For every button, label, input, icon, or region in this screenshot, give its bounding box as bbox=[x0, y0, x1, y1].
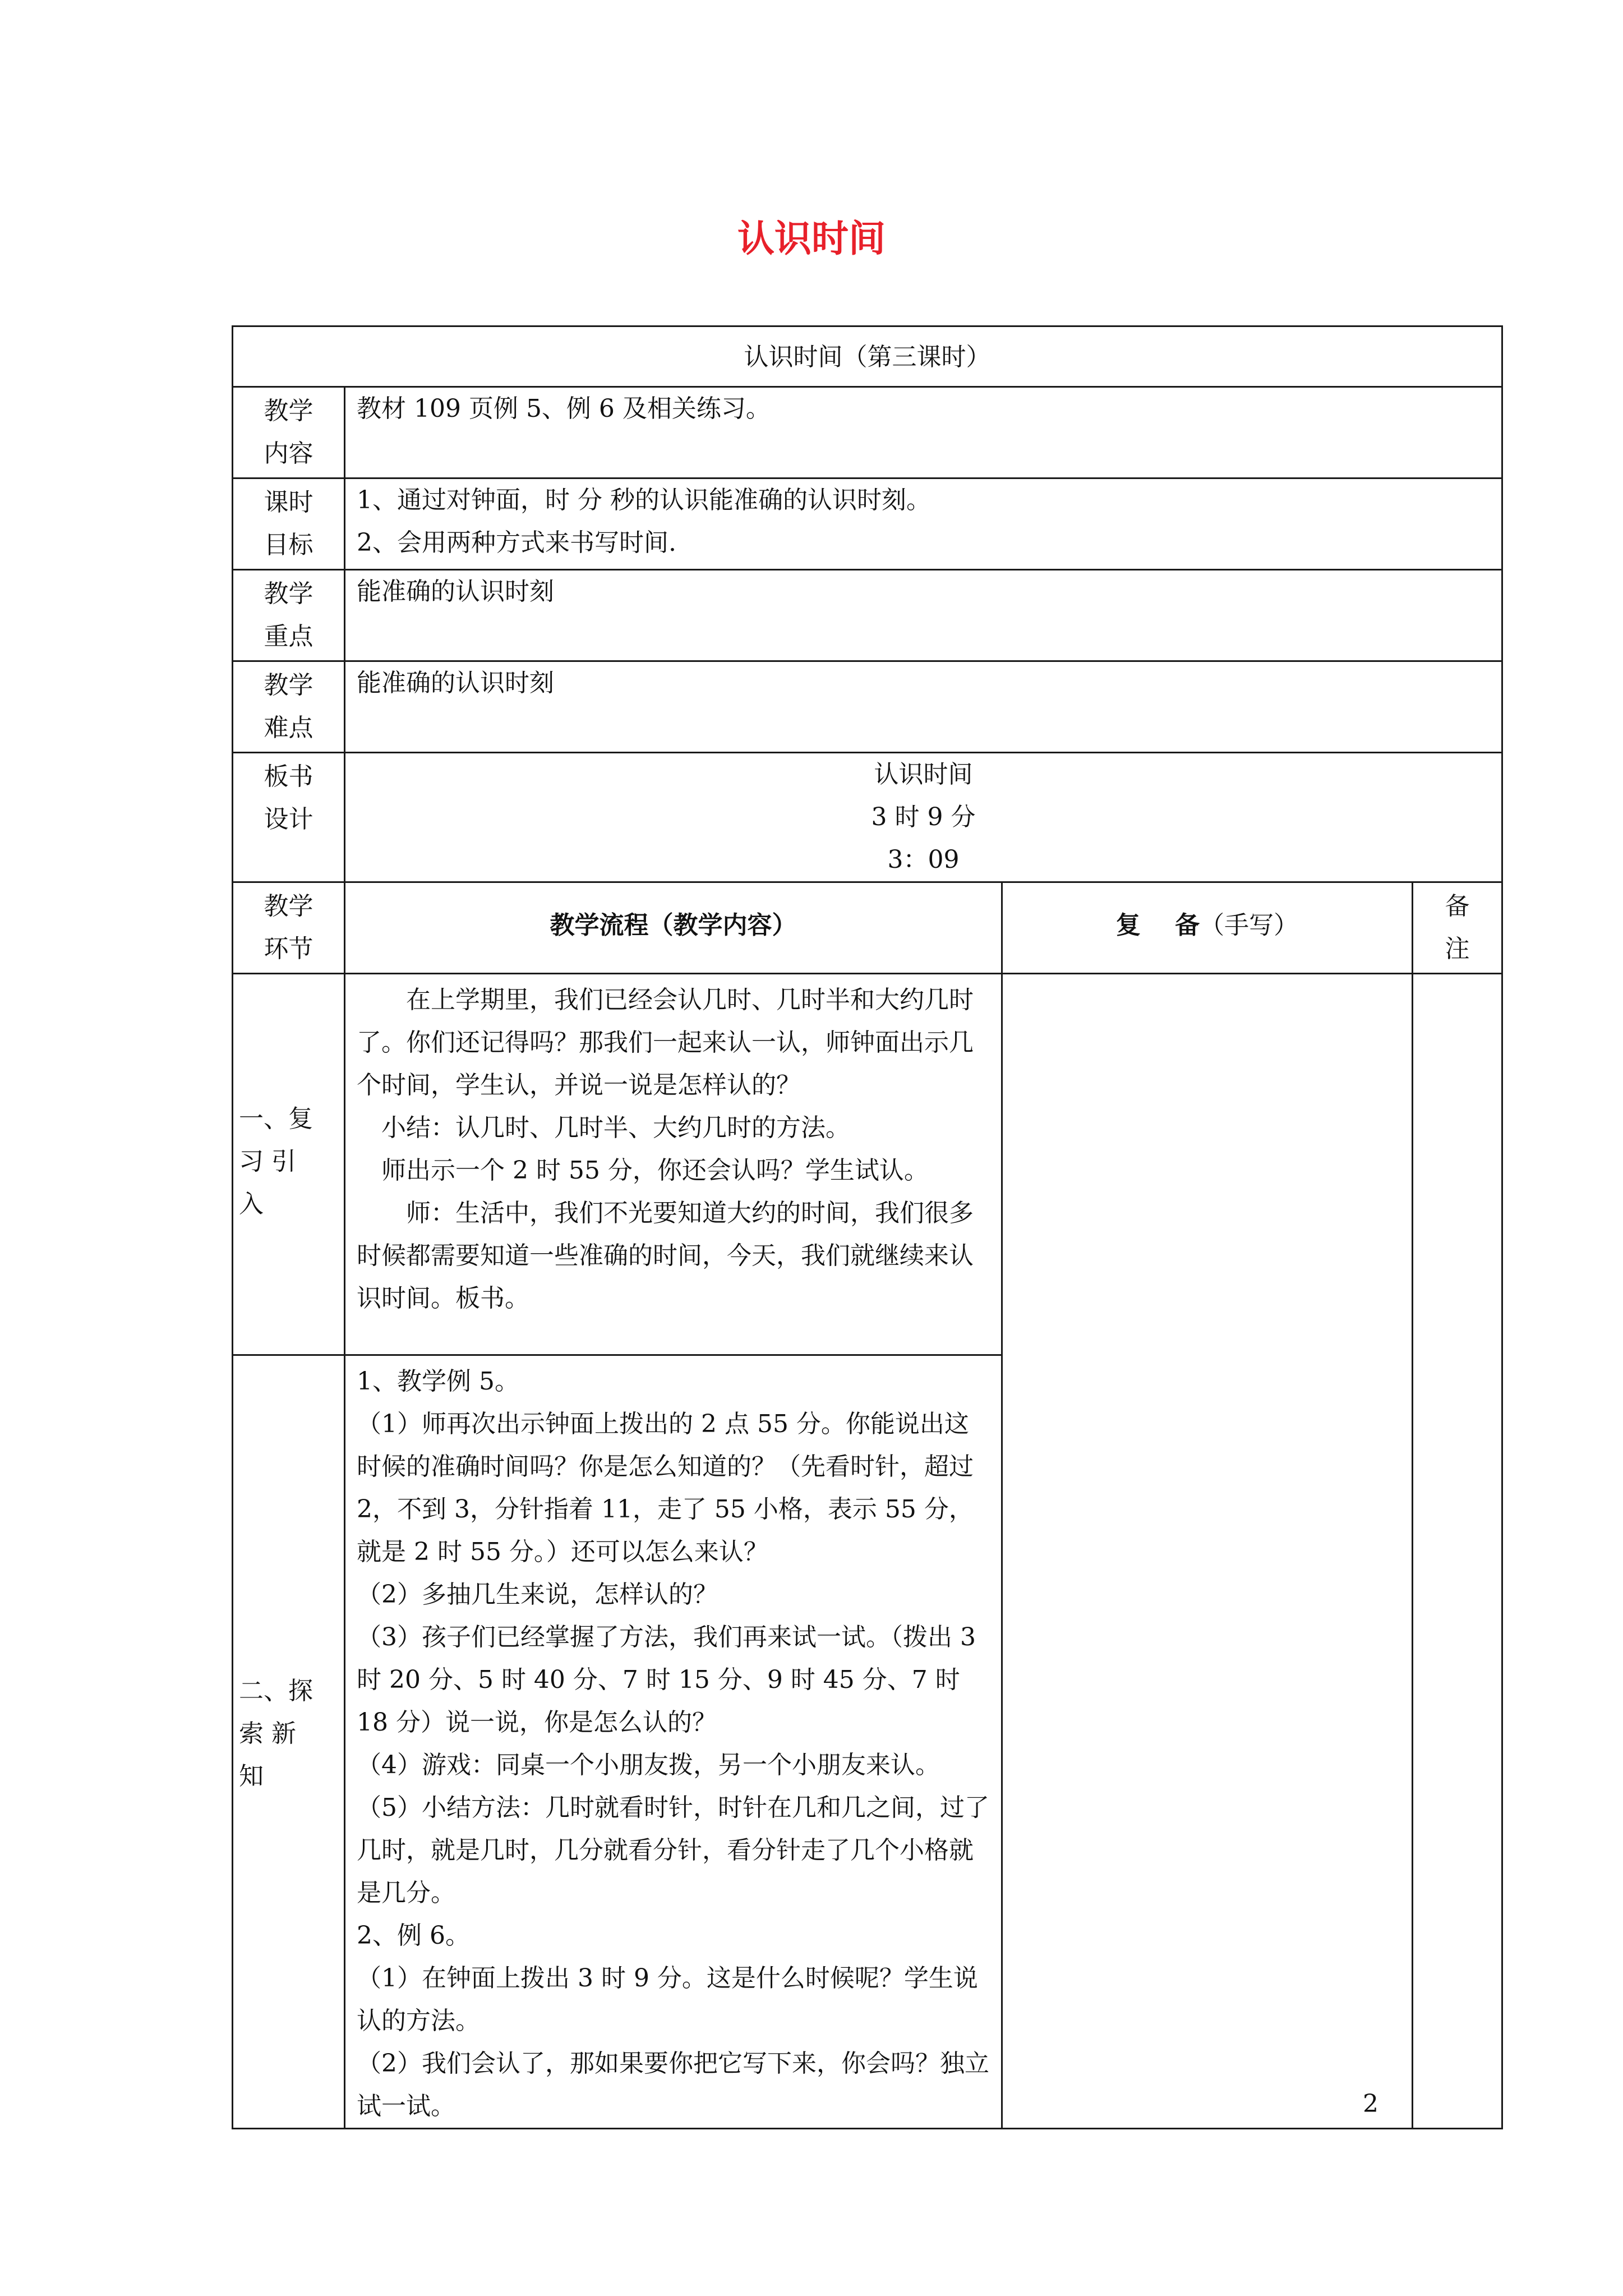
section1-row bbox=[233, 974, 1502, 1355]
prep-header: 复 备（手写） bbox=[1002, 882, 1413, 974]
paragraph: （1）师再次出示钟面上拨出的 2 点 55 分。你能说出这时候的准确时间吗？你是怎么知道的？（先看时针，超过 2，不到 3，分针指着 11，走了 55 小格，表示 55 分，就是 2 时 55 分。）还可以怎么来认？ bbox=[357, 1410, 974, 1566]
paragraph: （2）我们会认了，那如果要你把它写下来，你会吗？独立试一试。 bbox=[357, 2049, 989, 2120]
objectives-label: 课时 目标 bbox=[233, 478, 345, 570]
page-number: 2 bbox=[1363, 2090, 1378, 2118]
paragraph: 师出示一个 2 时 55 分，你还会认吗？学生试认。 bbox=[381, 1156, 929, 1185]
difficulties-row bbox=[233, 661, 1502, 753]
paragraph: 师：生活中，我们不光要知道大约的时间，我们很多时候都需要知道一些准确的时间，今天，我们就继续来认识时间。板书。 bbox=[357, 1199, 974, 1313]
section1-label: 一、复 习 引 入 bbox=[233, 974, 345, 1355]
paragraph: （3）孩子们已经掌握了方法，我们再来试一试。（拨出 3 时 20 分、5 时 40 分、7 时 15 分、9 时 45 分、7 时 18 分）说一说，你是怎么认的？ bbox=[357, 1623, 976, 1737]
content-label: 教学 内容 bbox=[233, 387, 345, 478]
paragraph: 2、例 6。 bbox=[357, 1921, 470, 1950]
page-title: 认识时间 bbox=[737, 217, 886, 260]
key-points-row bbox=[233, 570, 1502, 661]
objectives-text: 1、通过对钟面，时 分 秒的认识能准确的认识时刻。 2、会用两种方式来书写时间. bbox=[345, 478, 1502, 570]
section1-content bbox=[345, 974, 1002, 1355]
paragraph: （5）小结方法：几时就看时针，时针在几和几之间，过了几时，就是几时，几分就看分针，看分针走了几个小格就是几分。 bbox=[357, 1793, 989, 1907]
lesson-plan-table bbox=[232, 325, 1503, 2129]
board-label: 板书 设计 bbox=[233, 753, 345, 882]
board-row bbox=[233, 753, 1502, 882]
step-header: 教学 环节 bbox=[233, 882, 345, 974]
process-header: 教学流程（教学内容） bbox=[345, 882, 1002, 974]
paragraph: （2）多抽几生来说，怎样认的？ bbox=[357, 1580, 718, 1609]
notes-cell bbox=[1413, 974, 1502, 2129]
notes-header: 备 注 bbox=[1413, 882, 1502, 974]
difficulties-label: 教学 难点 bbox=[233, 661, 345, 753]
key-points-text: 能准确的认识时刻 bbox=[345, 570, 1502, 661]
key-points-label: 教学 重点 bbox=[233, 570, 345, 661]
header-row bbox=[233, 326, 1502, 387]
prep-cell bbox=[1002, 974, 1413, 2129]
paragraph: 1、教学例 5。 bbox=[357, 1367, 519, 1396]
objectives-row bbox=[233, 478, 1502, 570]
paragraph: 小结：认几时、几时半、大约几时的方法。 bbox=[381, 1114, 850, 1142]
paragraph: 在上学期里，我们已经会认几时、几时半和大约几时了。你们还记得吗？那我们一起来认一认，师钟面出示几个时间，学生认，并说一说是怎样认的？ bbox=[357, 986, 974, 1099]
board-design: 认识时间 3 时 9 分 3：09 bbox=[345, 753, 1502, 882]
difficulties-text: 能准确的认识时刻 bbox=[345, 661, 1502, 753]
paragraph: （1）在钟面上拨出 3 时 9 分。这是什么时候呢？学生说认的方法。 bbox=[357, 1964, 978, 2035]
paragraph: （4）游戏：同桌一个小朋友拨，另一个小朋友来认。 bbox=[357, 1751, 940, 1779]
section2-label: 二、探 索 新 知 bbox=[233, 1355, 345, 2129]
lesson-title-cell: 认识时间（第三课时） bbox=[233, 326, 1502, 387]
section2-content bbox=[345, 1355, 1002, 2129]
content-text: 教材 109 页例 5、例 6 及相关练习。 bbox=[345, 387, 1502, 478]
content-row bbox=[233, 387, 1502, 478]
flow-header-row bbox=[233, 882, 1502, 974]
